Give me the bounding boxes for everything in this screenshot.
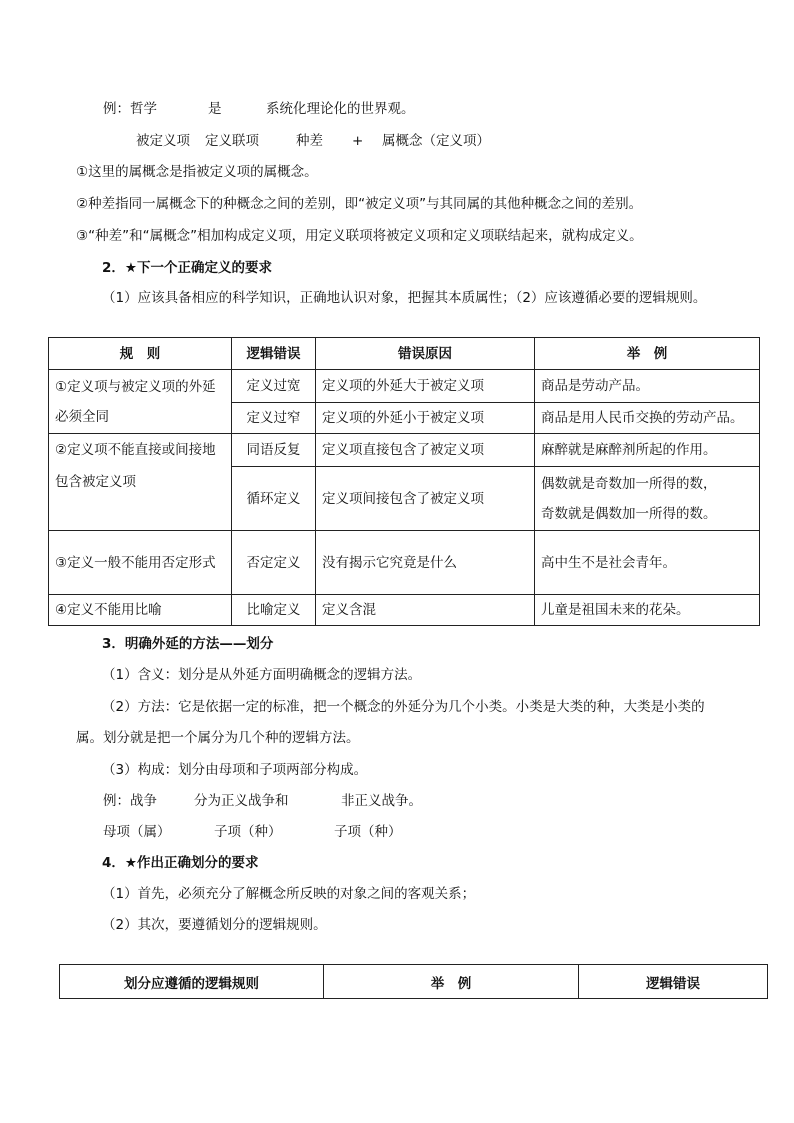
example1-rest: 系统化理论化的世界观。 xyxy=(266,101,415,117)
table-header-row xyxy=(60,965,768,999)
rule-cell: ②定义项不能直接或间接地包含被定义项 xyxy=(49,434,232,531)
table-row xyxy=(49,370,760,403)
reason-cell: 没有揭示它究竟是什么 xyxy=(316,531,535,595)
example-cell: 高中生不是社会青年。 xyxy=(535,531,760,595)
rule-cell: ④定义不能用比喻 xyxy=(49,595,232,626)
rule-cell: ①定义项与被定义项的外延必须全同 xyxy=(49,370,232,434)
example-cell xyxy=(535,467,760,531)
rule-cell: ③定义一般不能用否定形式 xyxy=(49,531,232,595)
reason-cell: 定义项的外延小于被定义项 xyxy=(316,403,535,434)
definition-rules-table xyxy=(48,337,760,626)
column-header: 错误原因 xyxy=(316,338,535,370)
example-line: 偶数就是奇数加一所得的数， xyxy=(541,475,717,492)
column-header: 举 例 xyxy=(324,965,579,999)
reason-cell: 定义项直接包含了被定义项 xyxy=(316,434,535,467)
example-line: 奇数就是偶数加一所得的数。 xyxy=(541,505,717,522)
section4-item1: （1）首先，必须充分了解概念所反映的对象之间的客观关系； xyxy=(102,886,476,902)
section3-heading: 3．明确外延的方法——划分 xyxy=(102,636,274,652)
column-header: 逻辑错误 xyxy=(579,965,768,999)
division-example-prefix: 例：战争 xyxy=(103,793,157,809)
table-row xyxy=(49,531,760,595)
label-genus: 属概念（定义项） xyxy=(382,133,490,149)
example-cell: 麻醉就是麻醉剂所起的作用。 xyxy=(535,434,760,467)
column-header: 划分应遵循的逻辑规则 xyxy=(60,965,324,999)
example-cell: 商品是用人民币交换的劳动产品。 xyxy=(535,403,760,434)
note-1: ①这里的属概念是指被定义项的属概念。 xyxy=(76,164,318,180)
label-child-term: 子项（种） xyxy=(214,824,282,840)
section3-meaning: （1）含义：划分是从外延方面明确概念的逻辑方法。 xyxy=(102,667,422,683)
division-example-mid: 分为正义战争和 xyxy=(194,793,289,809)
example1-is: 是 xyxy=(208,101,222,117)
section4-heading: 4．★作出正确划分的要求 xyxy=(102,855,259,871)
label-definiendum: 被定义项 xyxy=(136,133,190,149)
label-plus: + xyxy=(352,133,364,149)
error-cell: 循环定义 xyxy=(232,467,316,531)
column-header: 举 例 xyxy=(535,338,760,370)
column-header: 逻辑错误 xyxy=(232,338,316,370)
section3-method-line1: （2）方法：它是依据一定的标准，把一个概念的外延分为几个小类。小类是大类的种，大类是小类的 xyxy=(102,699,705,715)
error-cell: 同语反复 xyxy=(232,434,316,467)
reason-cell: 定义项间接包含了被定义项 xyxy=(316,467,535,531)
section3-composition: （3）构成：划分由母项和子项两部分构成。 xyxy=(102,762,368,778)
table-row xyxy=(49,595,760,626)
label-copula: 定义联项 xyxy=(205,133,259,149)
label-child-term: 子项（种） xyxy=(334,824,402,840)
division-example-end: 非正义战争。 xyxy=(341,793,422,809)
division-rules-table xyxy=(59,964,768,999)
column-header: 规 则 xyxy=(49,338,232,370)
note-2: ②种差指同一属概念下的种概念之间的差别，即“被定义项”与其同属的其他种概念之间的差别。 xyxy=(76,196,643,212)
reason-cell: 定义含混 xyxy=(316,595,535,626)
note-3: ③“种差”和“属概念”相加构成定义项，用定义联项将被定义项和定义项联结起来，就构成定义。 xyxy=(76,228,643,244)
example-cell: 商品是劳动产品。 xyxy=(535,370,760,403)
label-differentia: 种差 xyxy=(296,133,323,149)
label-parent-term: 母项（属） xyxy=(103,824,171,840)
example1-prefix: 例：哲学 xyxy=(103,101,157,117)
error-cell: 定义过窄 xyxy=(232,403,316,434)
section2-heading: 2．★下一个正确定义的要求 xyxy=(102,260,272,276)
table-row xyxy=(49,434,760,467)
section3-method-line2: 属。划分就是把一个属分为几个种的逻辑方法。 xyxy=(76,730,360,746)
section4-item2: （2）其次，要遵循划分的逻辑规则。 xyxy=(102,917,327,933)
error-cell: 定义过宽 xyxy=(232,370,316,403)
section2-text: （1）应该具备相应的科学知识，正确地认识对象，把握其本质属性；（2）应该遵循必要的逻辑规则。 xyxy=(102,290,707,306)
reason-cell: 定义项的外延大于被定义项 xyxy=(316,370,535,403)
error-cell: 否定定义 xyxy=(232,531,316,595)
error-cell: 比喻定义 xyxy=(232,595,316,626)
example-cell: 儿童是祖国未来的花朵。 xyxy=(535,595,760,626)
table-header-row xyxy=(49,338,760,370)
